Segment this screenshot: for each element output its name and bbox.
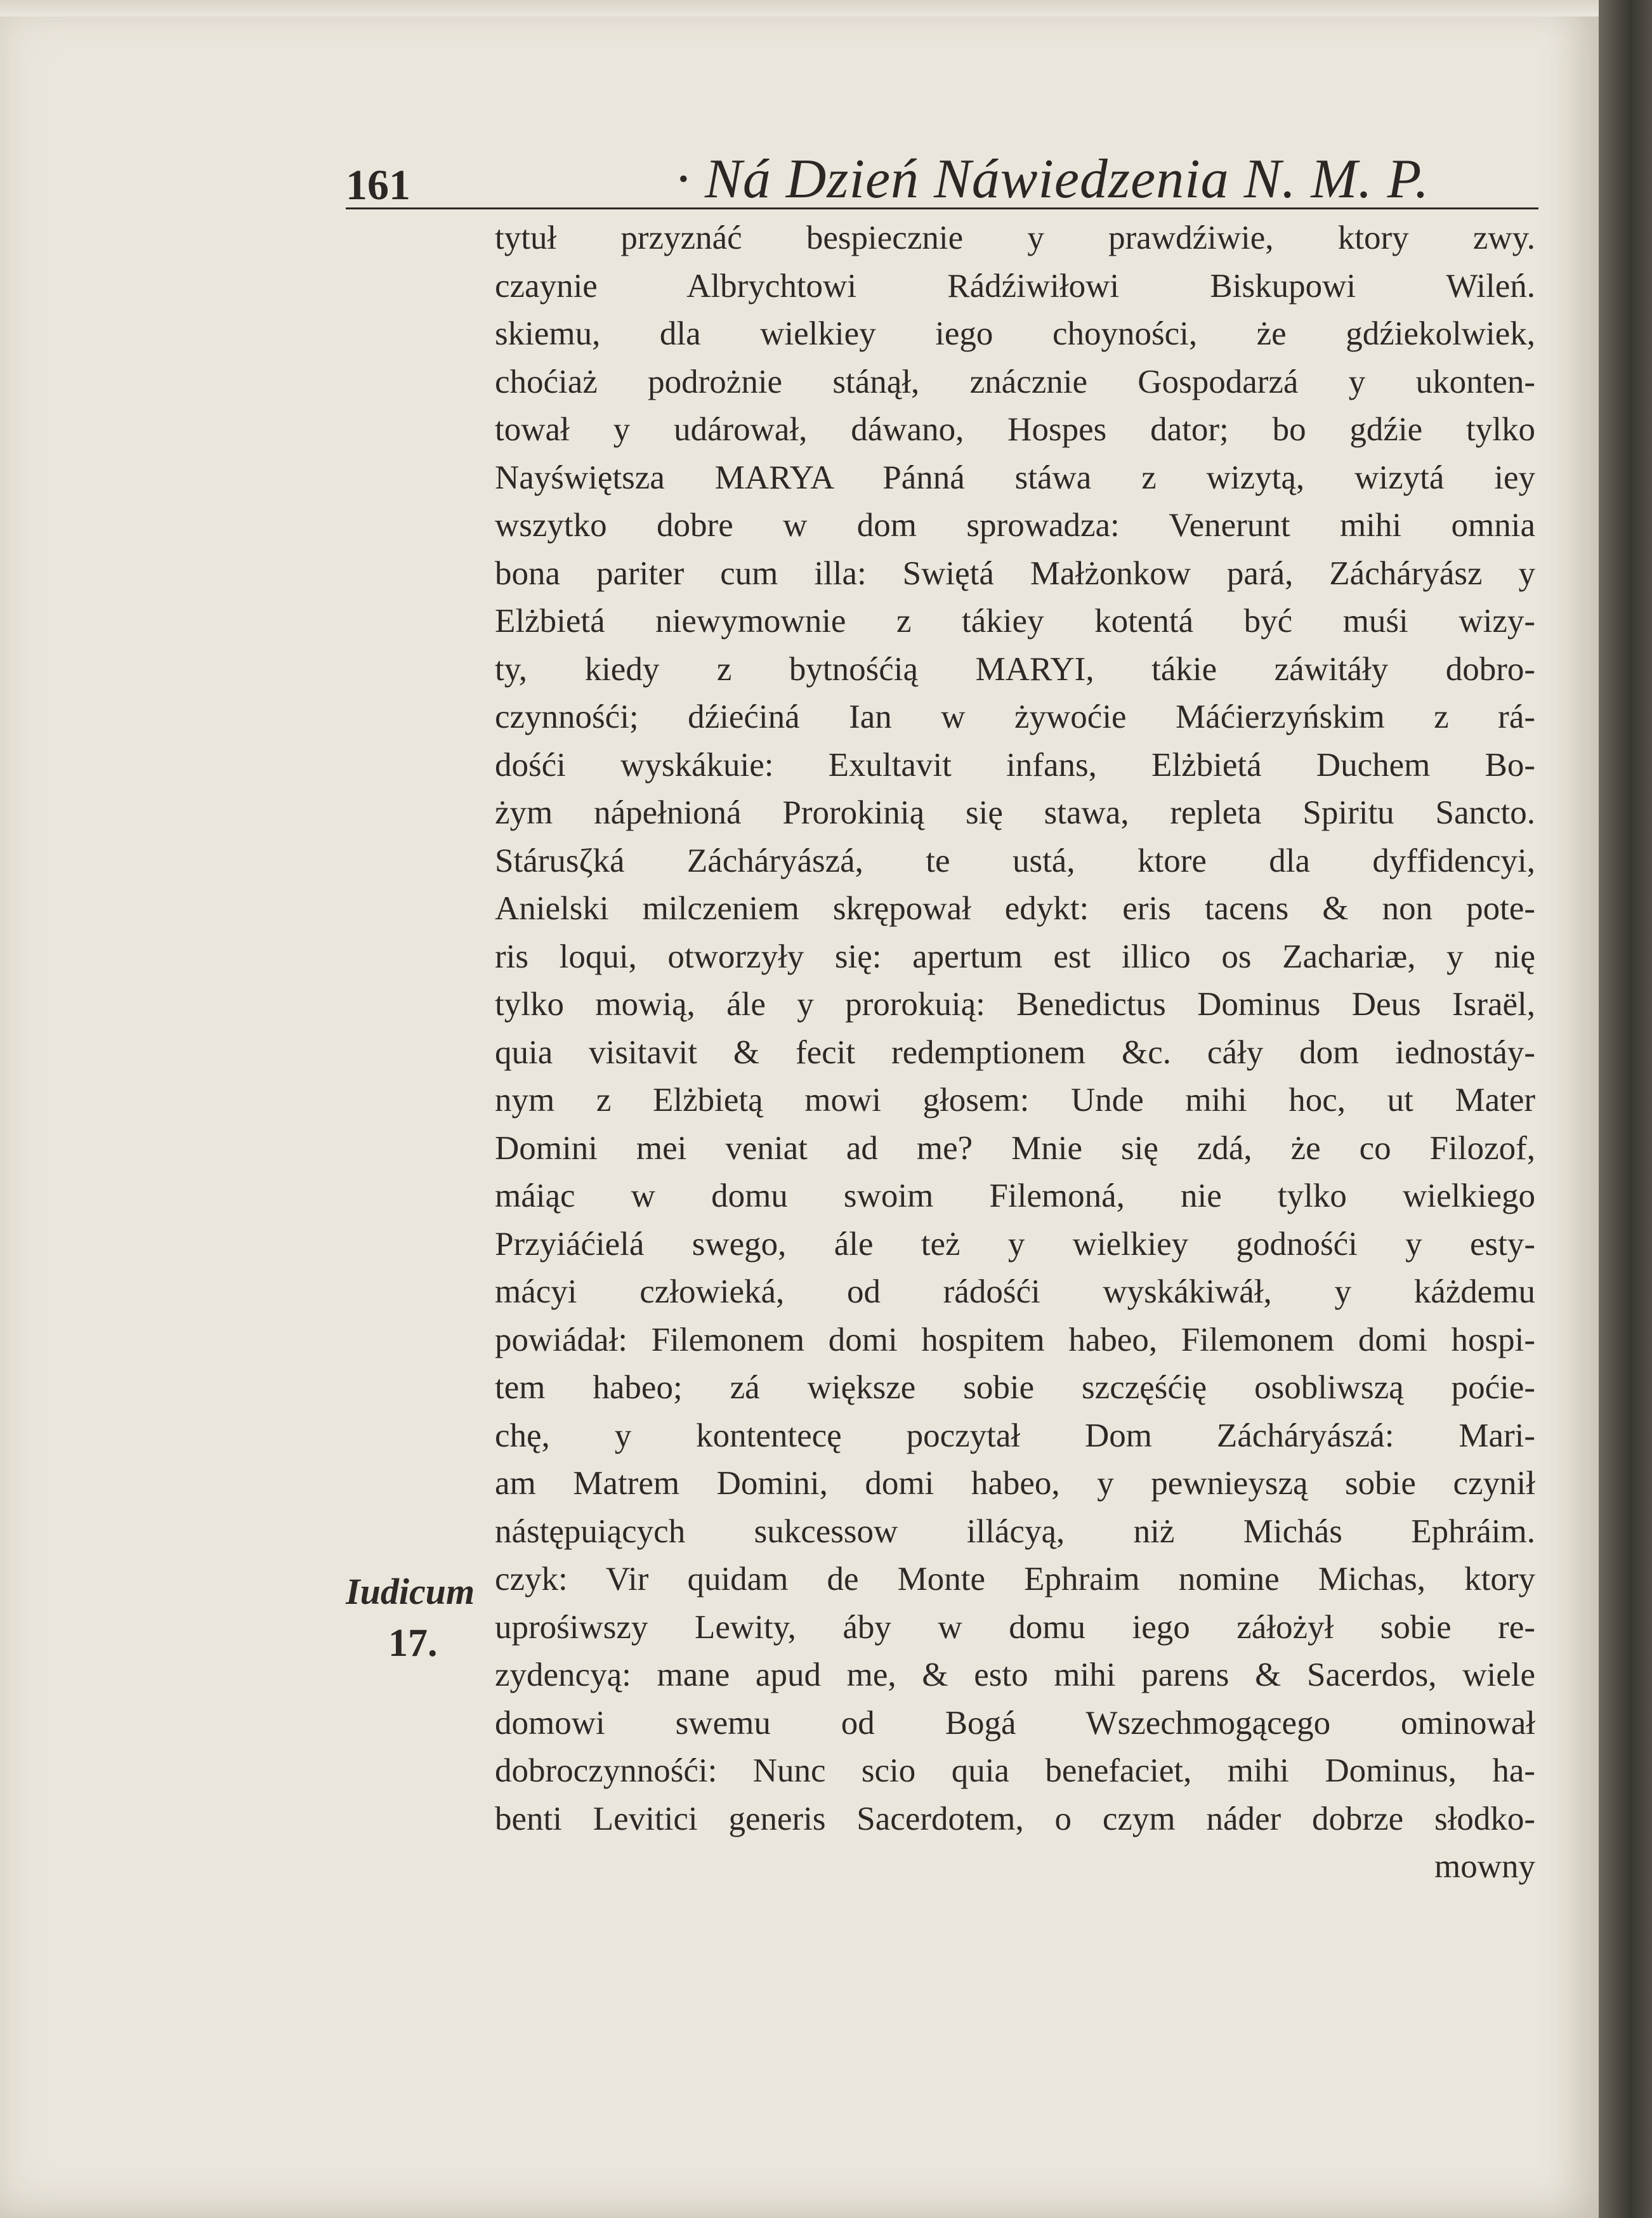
page-header: [346, 147, 1538, 209]
text-line: dobroczynnośći: Nunc scio quia benefaciet, mihi Dominus, ha-: [495, 1752, 1535, 1789]
text-line: ty, kiedy z bytnośćią MARYI, tákie záwitáły dobro-: [495, 650, 1535, 688]
text-line: zydencyą: mane apud me, & esto mihi parens & Sacerdos, wiele: [495, 1657, 1535, 1693]
text-line: wszytko dobre w dom sprowadza: Venerunt mihi omnia: [495, 507, 1535, 544]
text-line: ris loqui, otworzyły się: apertum est illico os Zachariæ, y nię: [495, 938, 1535, 975]
text-line: Nayświętsza MARYA Pánná stáwa z wizytą, wizytá iey: [495, 459, 1535, 496]
text-line: chę, y kontentecę poczytał Dom Zácháryászá: Mari-: [495, 1417, 1535, 1454]
text-line: tem habeo; zá większe sobie szczęśćię osobliwszą poćie-: [495, 1369, 1535, 1406]
text-line: Elżbietá niewymownie z tákiey kotentá być muśi wizy-: [495, 603, 1535, 640]
text-line: żym nápełnioná Prorokinią się stawa, repleta Spiritu Sancto.: [495, 794, 1535, 831]
text-line: tytuł przyznáć bespiecznie y prawdźiwie, ktory zwy.: [495, 220, 1535, 256]
text-line: Stárusζká Zácháryászá, te ustá, ktore dla dyffidencyi,: [495, 842, 1535, 879]
text-line: skiemu, dla wielkiey iego choyności, że gdźiekolwiek,: [495, 315, 1535, 352]
margin-note-chapter: 17.: [388, 1622, 438, 1665]
text-line: Domini mei veniat ad me? Mnie się zdá, że co Filozof,: [495, 1129, 1535, 1167]
text-line: nástępuiących sukcessow illácyą, niż Michás Ephráim.: [495, 1513, 1535, 1550]
text-line: máiąc w domu swoim Filemoná, nie tylko wielkiego: [495, 1178, 1535, 1214]
text-line: choćiaż podrożnie stánął, znácznie Gospodarzá y ukonten-: [495, 363, 1535, 400]
text-line: benti Levitici generis Sacerdotem, o czym náder dobrze słodko-: [495, 1800, 1535, 1837]
text-line: domowi swemu od Bogá Wszechmogącego ominował: [495, 1704, 1535, 1742]
text-line: bona pariter cum illa: Swiętá Małżonkow pará, Zácháryász y: [495, 554, 1535, 592]
running-title: · Ná Dzień Náwiedzenia N. M. P.: [676, 148, 1430, 210]
text-line: nym z Elżbietą mowi głosem: Unde mihi hoc, ut Mater: [495, 1082, 1535, 1119]
text-line: Anielski milczeniem skrępował edykt: eris tacens & non pote-: [495, 890, 1535, 927]
text-line: uprośiwszy Lewity, áby w domu iego záłożył sobie re-: [495, 1608, 1535, 1646]
text-line: quia visitavit & fecit redemptionem &c. cáły dom iednostáy-: [495, 1034, 1535, 1071]
body-text: [495, 214, 1561, 1891]
text-line: tował y udárował, dáwano, Hospes dator; bo gdźie tylko: [495, 411, 1535, 448]
text-line: tylko mowią, ále y prorokuią: Benedictus Dominus Deus Israël,: [495, 986, 1535, 1023]
text-line: am Matrem Domini, domi habeo, y pewnieyszą sobie czynił: [495, 1465, 1535, 1502]
page-top-edge: [0, 0, 1599, 16]
margin-note-book: Iudicum: [346, 1571, 475, 1612]
text-line: mácyi człowieká, od rádośći wyskákiwáł, y káżdemu: [495, 1273, 1535, 1310]
book-gutter: [1599, 0, 1652, 2218]
text-line: Przyiáćielá swego, ále też y wielkiey godnośći y esty-: [495, 1225, 1535, 1263]
text-line: czynnośći; dźiećiná Ian w żywoćie Máćierzyńskim z rá-: [495, 699, 1535, 735]
text-line: dośći wyskákuie: Exultavit infans, Elżbietá Duchem Bo-: [495, 746, 1535, 784]
page-number: 161: [346, 161, 410, 209]
text-line: czaynie Albrychtowi Rádźiwiłowi Biskupowi Wileń.: [495, 267, 1535, 305]
text-line: czyk: Vir quidam de Monte Ephraim nomine Michas, ktory: [495, 1561, 1535, 1598]
catchword: mowny: [1434, 1848, 1535, 1885]
text-line: powiádał: Filemonem domi hospitem habeo, Filemonem domi hospi-: [495, 1321, 1535, 1358]
